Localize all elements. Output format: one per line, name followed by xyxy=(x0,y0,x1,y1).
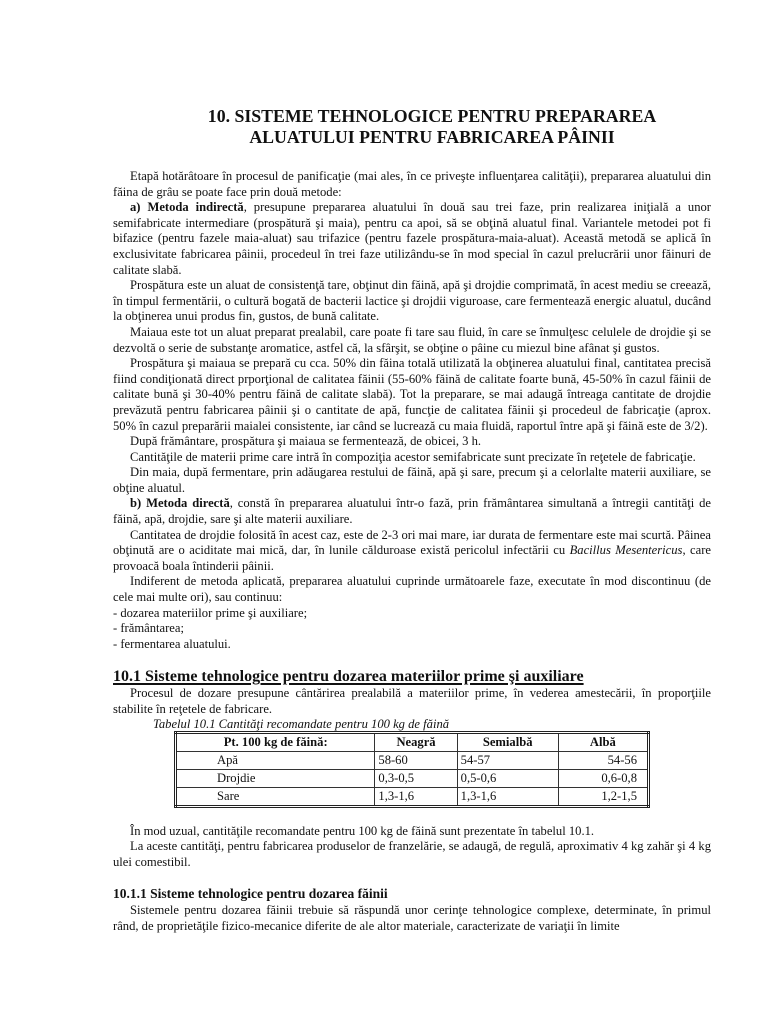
metoda-directa-label: b) Metoda directă xyxy=(130,496,230,511)
table-cell: Apă xyxy=(176,751,375,769)
paragraph-metoda-directa xyxy=(113,496,711,527)
table-cell: 58-60 xyxy=(375,751,457,769)
table-cell: 1,2-1,5 xyxy=(558,787,648,806)
list-item: - dozarea materiilor prime şi auxiliare; xyxy=(113,605,308,620)
bacillus-name: Bacillus Mesentericus xyxy=(569,543,683,558)
table-cell: 0,6-0,8 xyxy=(558,769,648,787)
spacer xyxy=(113,808,711,824)
quantities-table xyxy=(174,731,650,808)
table-cell: 1,3-1,6 xyxy=(375,787,457,806)
chapter-title-line-1: 10. SISTEME TEHNOLOGICE PENTRU PREPARAREA xyxy=(207,106,657,126)
document-page xyxy=(113,0,711,935)
drojdie-text-b: , care provoacă boala întinderii pâinii. xyxy=(113,543,711,573)
table-header-cell: Albă xyxy=(558,732,648,751)
paragraph-cantitati: Cantităţile de materii prime care intră în compoziţia acestor semifabricate sunt precizate în reţetele de fabricaţie. xyxy=(130,449,696,464)
table-row xyxy=(176,751,649,769)
table-cell: 54-56 xyxy=(558,751,648,769)
paragraph-din-maia: Din maia, după fermentare, prin adăugarea restului de făină, apă şi sare, precum şi a celorlalte materii auxiliare, se obţine aluatul. xyxy=(113,465,711,495)
list-item: - fermentarea aluatului. xyxy=(113,636,231,651)
paragraph-framantare: După frământare, prospătura şi maiaua se fermentează, de obicei, 3 h. xyxy=(130,434,482,449)
drojdie-text-a: Cantitatea de drojdie folosită în acest caz, este de 2-3 ori mai mare, iar durata de fermentare este mai scurtă. Pâinea obţinută are o aciditate mai mică, dar, în lunile călduroase există pericolul infectării cu xyxy=(113,527,711,558)
table-caption: Tabelul 10.1 Cantităţi recomandate pentru 100 kg de făină xyxy=(153,716,450,731)
table-header-cell: Pt. 100 kg de făină: xyxy=(176,732,375,751)
metoda-indirecta-label: a) Metoda indirectă xyxy=(130,200,244,215)
paragraph-dozare: Procesul de dozare presupune cântărirea prealabilă a materiilor prime, în vederea amestecării, în proporţiile stabilite în reţetele de fabricare. xyxy=(113,686,711,716)
paragraph-drojdie xyxy=(113,528,711,575)
metoda-indirecta-text: , presupune prepararea aluatului în două sau trei faze, prin realizarea iniţială a unor semifabricate intermediare (prospătură şi maia), pentru ca apoi, să se obţină aluatul final. Variantele metodei pot fi bifazice (pentru fazele maia-aluat) sau trifazice (pentru fazele prospătura-maia-aluat). Această metodă se aplică în exclusivitate fabricarea pâinii, procedeul în trei faze utilizându-se în mod special în cazul prelucrării unor făinuri de calitate slabă. xyxy=(113,200,711,277)
section-heading-10-1: 10.1 Sisteme tehnologice pentru dozarea materiilor prime şi auxiliare xyxy=(113,668,584,686)
section-heading-10-1-1: 10.1.1 Sisteme tehnologice pentru dozarea făinii xyxy=(113,886,388,902)
paragraph-proportii: Prospătura şi maiaua se prepară cu cca. 50% din făina totală utilizată la obţinerea aluatului final, cantitatea precisă fiind condiţionată direct prporţional de calitatea făinii (55-60% făină de calitate foarte bună, 45-50% în cazul făinii de calitate bună şi 30-40% pentru făină de calitate slabă). Tot la preparare, se mai adaugă întreaga cantitate de drojdie prevăzută pentru fabricarea pâinii şi o cantitate de apă, funcţie de calitatea făinii şi procedeul de fabricaţie (aprox. 50% în cazul preparării maialei consistente, iar când se lucrează cu maia fluidă, raportul între apă şi făină este de 3/2). xyxy=(113,356,711,433)
table-cell: 54-57 xyxy=(457,751,558,769)
table-row xyxy=(176,769,649,787)
table-cell: Drojdie xyxy=(176,769,375,787)
table-cell: 0,3-0,5 xyxy=(375,769,457,787)
table-cell: Sare xyxy=(176,787,375,806)
paragraph-franzelarie: La aceste cantităţi, pentru fabricarea produselor de franzelărie, se adaugă, de regulă, aproximativ 4 kg zahăr şi 4 kg ulei comestibil. xyxy=(113,839,711,869)
table-cell: 0,5-0,6 xyxy=(457,769,558,787)
paragraph-dozarea-fainii: Sistemele pentru dozarea făinii trebuie să răspundă unor cerinţe tehnologice complexe, determinate, în primul rând, de proprietăţile fizico-mecanice diferite de ale altor materiale, caracterizate de variaţii în limite xyxy=(113,903,711,933)
table-row xyxy=(176,787,649,806)
paragraph-uzual: În mod uzual, cantităţile recomandate pentru 100 kg de făină sunt prezentate în tabelul 10.1. xyxy=(130,823,595,838)
table-header-cell: Neagră xyxy=(375,732,457,751)
chapter-title-line-2: ALUATULUI PENTRU FABRICAREA PÂINII xyxy=(249,127,615,147)
paragraph-indiferent: Indiferent de metoda aplicată, prepararea aluatului cuprinde următoarele faze, executate în mod discontinuu (de cele mai multe ori), sau continuu: xyxy=(113,574,711,605)
paragraph-maiaua: Maiaua este tot un aluat preparat prealabil, care poate fi tare sau fluid, în care se înmulţesc celulele de drojdie şi se dezvoltă o serie de substanţe aromatice, astfel că, la sfârşit, se obţine o pâine cu miezul bine afânat şi gustos. xyxy=(113,324,711,355)
list-item: - frământarea; xyxy=(113,621,184,636)
paragraph-prospatura: Prospătura este un aluat de consistenţă tare, obţinut din făină, apă şi drojdie comprimată, în acest mediu se creează, în timpul fermentării, o cultură bogată de bacterii lactice şi drojdii viguroase, care fermentează energic aluatul, ducând la obţinerea unui produs fin, gustos, de bună calitate. xyxy=(113,278,711,324)
chapter-title xyxy=(153,106,711,148)
paragraph-intro: Etapă hotărâtoare în procesul de panificaţie (mai ales, în ce priveşte influenţarea calităţii), prepararea aluatului din făina de grâu se poate face prin două metode: xyxy=(113,169,711,199)
paragraph-metoda-indirecta xyxy=(113,200,711,278)
intro-section xyxy=(113,169,711,652)
metoda-directa-text: , constă în prepararea aluatului într-o fază, prin frământarea simultană a întregii cantităţi de făină, apă, drojdie, sare şi alte materii auxiliare. xyxy=(113,496,711,527)
table-header-row xyxy=(176,732,649,751)
table-cell: 1,3-1,6 xyxy=(457,787,558,806)
table-header-cell: Semialbă xyxy=(457,732,558,751)
